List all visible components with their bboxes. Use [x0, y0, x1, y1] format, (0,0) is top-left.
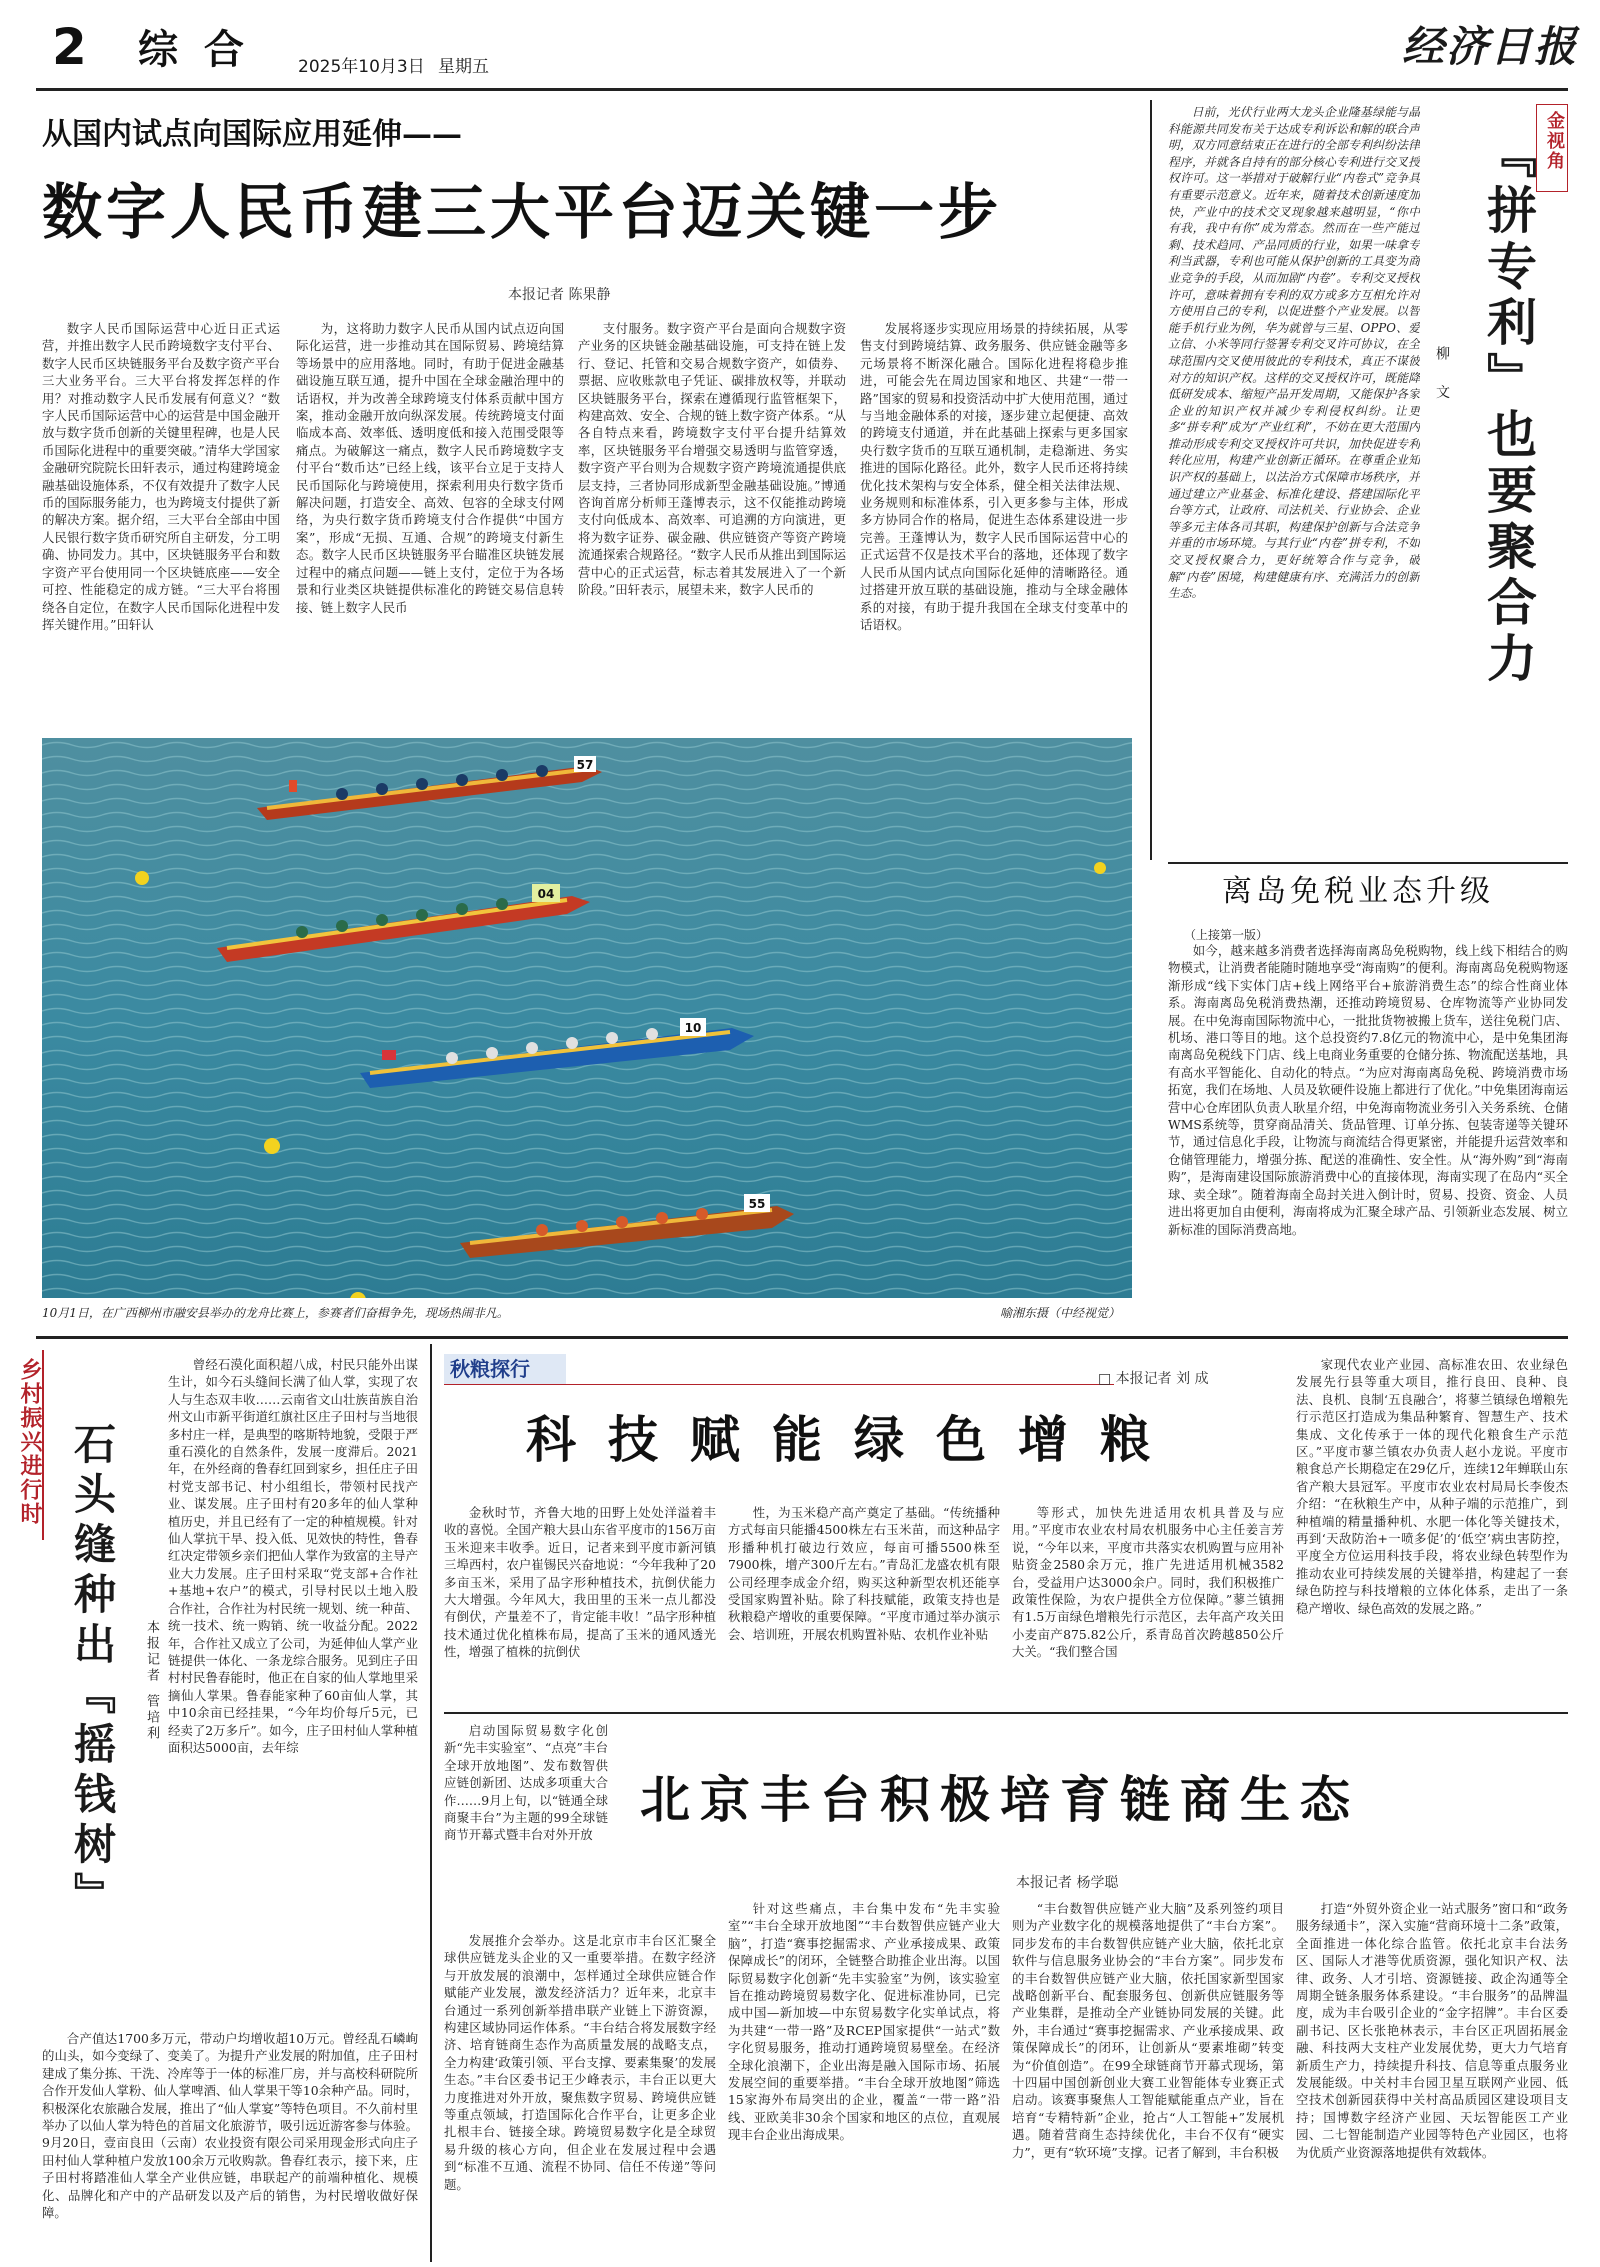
commentary-tag: [1536, 104, 1568, 192]
page-number: 2: [52, 18, 87, 76]
newspaper-logo: 经济日报: [1402, 22, 1579, 71]
fengtai-title: 北京丰台积极培育链商生态: [640, 1771, 1360, 1829]
lead-kicker: 从国内试点向国际应用延伸——: [42, 117, 462, 152]
dutyfree-title: 离岛免税业态升级: [1222, 874, 1494, 909]
commentary-body: 日前，光伏行业两大龙头企业隆基绿能与晶科能源共同发布关于达成专利诉讼和解的联合声明，双方同意结束正在进行的全部专利纠纷法律程序，并就各自持有的部分核心专利进行交叉授权许可。这一举措对于破解行业“内卷式”竞争具有重要示范意义。近年来，随着技术创新速度加快，产业中的技术交叉现象越来越明显，“你中有我，我中有你”成为常态。然而在一些产能过剩、技术趋同、产品同质的行业，如果一味拿专利当武器，专利也可能从保护创新的工具变为商业竞争的手段，从而加剧“内卷”。专利交叉授权许可，意味着拥有专利的双方或多方互相允许对方使用自己的专利，以促进整个产业发展。以智能手机行业为例，华为就曾与三星、OPPO、爱立信、小米等同行签署专利交叉许可协议，在全球范围内交叉使用彼此的专利技术，真正不谋彼对方的知识产权。这样的交叉授权许可，既能降低研发成本、缩短产品开发周期，又能保护各家企业的知识产权并减少专利侵权纠纷。让更多“拼专利”成为“产业红利”，不妨在更大范围内推动形成专利交叉授权许可共识，加快促进专利转化应用，构建产业创新正循环。在尊重企业知识产权的基础上，以法治方式保障市场秩序，并通过建立产业基金、标准化建设、搭建国际化平台等方式，让政府、司法机关、行业协会、企业等多元主体各司其职，构建保护创新与合法竞争并重的市场环境。与其行业“内卷”拼专利，不如交叉授权聚合力，更好统筹合作与竞争，破解“内卷”困境，构建健康有序、充满活力的创新生态。: [1168, 105, 1420, 601]
grain-column-2: 性，为玉米稳产高产奠定了基础。“传统播种方式每亩只能播4500株左右玉米苗，而这种品字形播种机打破边行效应，每亩可播5500株至7900株，增产300斤左右。”青岛汇龙盛农机有限公司经理李成金介绍，购买这种新型农机还能享受国家购置补贴。除了科技赋能，政策支持也是秋粮稳产增收的重要保障。“平度市通过举办演示会、培训班，开展农机购置补贴、农机作业补贴: [728, 1505, 1000, 1642]
grain-tag-text: 秋粮探行: [450, 1357, 530, 1381]
fengtai-column-4: 打造“外贸外资企业一站式服务”窗口和“政务服务绿通卡”，深入实施“营商环境十二条”政策，全面推进一体化综合监管。依托北京丰台法务区、国际人才港等优质资源，强化知识产权、法律、政务、人才引培、资源链接、政企沟通等全周期全链条服务体系建设。“丰台服务”的品牌温度，成为丰台吸引企业的“金字招牌”。丰台区委副书记、区长张艳林表示，丰台区正巩固拓展金融、科技两大支柱产业发展优势，更大力气培育新质生产力，持续提升科技、信息等重点服务业发展能级。中关村丰台园卫星互联网产业园、低空技术创新园获得中关村高品质园区建设项目支持；国博数字经济产业园、天坛智能医工产业园、二七智能制造产业园等特色产业园区，也将为优质产业资源落地提供有效载体。: [1296, 1901, 1568, 2160]
fengtai-column-1: 发展推介会举办。这是北京市丰台区汇聚全球供应链龙头企业的又一重要举措。在数字经济与开放发展的浪潮中，怎样通过全球供应链合作赋能产业发展，激发经济活力？近年来，北京丰台通过一系列创新举措串联产业链上下游资源，构建区域协同运作体系。“丰台结合将发展数字经济、培育链商生态作为高质量发展的战略支点，全力构建‘政策引领、平台支撑、要素集聚’的发展生态。”丰台区委书记王少峰表示，丰台正以更大力度推进对外开放，聚焦数字贸易、跨境供应链等重点领域，打造国际化合作平台，让更多企业扎根丰台、链接全球。跨境贸易数字化是全球贸易升级的核心方向，但企业在发展过程中会遇到“标准不互通、流程不协同、信任不传递”等问题。: [444, 1933, 716, 2192]
masthead-rule: [36, 88, 1568, 91]
issue-weekday: 星期五: [438, 57, 489, 77]
rural-body-narrow: 曾经石漠化面积超八成，村民只能外出谋生计，如今石头缝间长满了仙人掌，实现了农人与生态双丰收……云南省文山壮族苗族自治州文山市新平街道红旗社区庄子田村与当地很多村庄一样，是典型的喀斯特地貌，受限于严重石漠化的自然条件，发展一度滞后。2021年，在外经商的鲁春红回到家乡，担任庄子田村党支部书记、村小组组长，带领村民找产业、谋发展。庄子田村有20多年的仙人掌种植历史，并且已经有了一定的种植规模。针对仙人掌抗干旱、投入低、见效快的特性，鲁春红决定带领乡亲们把仙人掌作为致富的主导产业大力发展。庄子田村采取“党支部+合作社+基地+农户”的模式，引导村民以土地入股合作社，合作社为村民统一规划、统一种苗、统一技术、统一购销、统一收益分配。2022年，合作社又成立了公司，为延伸仙人掌产业链提供一体化、一条龙综合服务。见到庄子田村村民鲁春能时，他正在自家的仙人掌地里采摘仙人掌果。鲁春能家种了60亩仙人掌，其中10余亩已经挂果，“今年均价每斤5元，已经卖了2万多斤”。如今，庄子田村仙人掌种植面积达5000亩，去年综: [168, 1357, 418, 1755]
photo-credit: 喻湘东摄（中经视觉）: [1000, 1306, 1121, 1320]
lead-column-1: 数字人民币国际运营中心近日正式运营，并推出数字人民币跨境数字支付平台、数字人民币区块链服务平台及数字资产平台三大业务平台。三大平台将发挥怎样的作用？对推动数字人民币发展有何意义？“数字人民币国际运营中心的运营是中国金融开放与数字货币创新的关键里程碑，也是人民币国际化进程中的重要突破。”清华大学国家金融研究院院长田轩表示，通过构建跨境金融基础设施体系，不仅有效提升了数字人民币的国际服务能力，也为跨境支付提供了新的解决方案。据介绍，三大平台全部由中国人民银行数字货币研究所自主研发，分工明确、协同发力。其中，区块链服务平台和数字资产平台使用同一个区块链底座——安全可控、性能稳定的成方链。“三大平台将围绕各自定位，在数字人民币国际化进程中发挥关键作用。”田轩认: [42, 321, 280, 632]
boat-number-1: 57: [576, 758, 594, 772]
fengtai-byline: 本报记者 杨学聪: [1016, 1875, 1119, 1891]
dragon-boat-image: [42, 738, 1132, 1298]
commentary-author: 柳 文: [1434, 346, 1450, 409]
commentary-divider: [1150, 100, 1152, 860]
lead-column-3: 支付服务。数字资产平台是面向合规数字资产业务的区块链金融基础设施，可支持在链上发行、登记、托管和交易合规数字资产，如债券、票据、应收账款电子凭证、碳排放权等，并联动区块链服务平台，探索在遵循现行监管框架下，构建高效、安全、合规的链上数字资产体系。“从各自特点来看，跨境数字支付平台提升结算效率，区块链服务平台增强交易透明与监管穿透，数字资产平台则为合规数字资产跨境流通提供底层支持，三者协同形成新型金融基础设施。”博通咨询首席分析师王蓬博表示，这不仅能推动跨境支付向低成本、高效率、可追溯的方向演进，更将为数字证券、碳金融、供应链资产等资产跨境流通探索合规路径。“数字人民币从推出到国际运营中心的正式运营，标志着其发展进入了一个新阶段。”田轩表示，展望未来，数字人民币的: [578, 321, 846, 598]
fengtai-lead-column: 启动国际贸易数字化创新“先丰实验室”、“点亮”丰台全球开放地图”、发布数智供应链创新团、达成多项重大合作……9月上旬，以“链通全球 商聚丰台”为主题的99全球链商节开幕式暨丰台对外开放: [444, 1723, 608, 1843]
grain-tag: [444, 1354, 566, 1384]
lead-headline: 数字人民币建三大平台迈关键一步: [42, 178, 1002, 248]
commentary-title: 『拼专利』也要聚合力: [1479, 128, 1537, 688]
dutyfree-body: 如今，越来越多消费者选择海南离岛免税购物，线上线下相结合的购物模式，让消费者能随时随地享受“海南购”的便利。海南离岛免税购物逐渐形成“线下实体门店+线上网络平台+旅游消费生态”的综合性商业体系。海南离岛免税消费热潮，还推动跨境贸易、仓库物流等产业协同发展。在中免海南国际物流中心，一批批货物被搬上货车，送往免税门店、机场、港口等目的地。这个总投资约7.8亿元的物流中心，是中免集团海南离岛免税线下门店、线上电商业务重要的仓储分拣、物流配送基地，具有高水平智能化、自动化的特点。“为应对海南离岛免税、跨境消费市场拓宽，我们在场地、人员及软硬件设施上都进行了优化。”中免集团海南运营中心仓库团队负责人耿星介绍，中免海南物流业务引入关务系统、仓储WMS系统等，贯穿商品清关、货品管理、订单分拣、包装寄递等关键环节，通过信息化手段，让物流与商流结合得更紧密，并能提升运营效率和仓储管理能力，增强分拣、配送的准确性、安全性。从“海外购”到“海南购”，是海南建设国际旅游消费中心的直接体现，海南实现了在岛内“买全球、卖全球”。随着海南全岛封关进入倒计时，贸易、投资、资金、人员进出将更加自由便利，海南将成为汇聚全球产品、引领新业态发展、树立新标准的国际消费高地。: [1168, 943, 1568, 1237]
lower-section-rule: [36, 1336, 1568, 1339]
grain-column-3: 等形式，加快先进适用农机具普及与应用。”平度市农业农村局农机服务中心主任姜言芳说，“今年以来，平度市共落实农机购置与应用补贴资金2580余万元，推广先进适用机械3582台，受益用户达3000余户。同时，我们积极推广政策性保险，为农户提供全方位保障。”蓼兰镇拥有1.5万亩绿色增粮先行示范区，去年高产攻关田小麦亩产875.82公斤，系青岛首次跨越850公斤大关。“我们整合国: [1012, 1505, 1284, 1660]
issue-date: 2025年10月3日: [298, 57, 425, 77]
dutyfree-top-rule: [1168, 862, 1568, 864]
commentary-tag-text: 金视角: [1544, 111, 1565, 171]
grain-column-4: 家现代农业产业园、高标准农田、农业绿色发展先行县等重大项目，推行良田、良种、良法、良机、良制‘五良融合’，将蓼兰镇绿色增粮先行示范区打造成为集品种繁育、智慧生产、技术集成、文化传承于一体的现代化粮食生产示范区。”平度市蓼兰镇农办负责人赵小龙说。平度市粮食总产长期稳定在29亿斤，连续12年蝉联山东省产粮大县冠军。平度市农业农村局局长李俊杰介绍：“在秋粮生产中，从种子端的示范推广，到种植端的精量播种机、水肥一体化等关键技术，再到‘天敌防治+一喷多促’的‘低空’病虫害防控，平度全方位运用科技手段，将农业绿色转型作为推动农业可持续发展的关键举措，构建起了一套绿色防控与科技增粮的立体化体系，走出了一条稳产增收、绿色高效的发展之路。”: [1296, 1357, 1568, 1616]
masthead: [0, 0, 1600, 92]
grain-tag-rule: [444, 1384, 1114, 1385]
photo-caption: 10月1日，在广西柳州市融安县举办的龙舟比赛上，参赛者们奋楫争先，现场热闹非凡。: [42, 1306, 509, 1320]
rural-title: 石头缝种出『摇钱树』: [68, 1422, 117, 1922]
rural-byline-name: 管培利: [144, 1694, 159, 1742]
fengtai-top-rule: [444, 1712, 1568, 1714]
grain-title: 科技赋能绿色增粮: [526, 1411, 1182, 1469]
lead-column-4: 发展将逐步实现应用场景的持续拓展，从零售支付到跨境结算、政务服务、供应链金融等多元场景将不断深化融合。国际化进程将稳步推进，可能会先在周边国家和地区、共建“一带一路”国家的贸易和投资活动中扩大使用范围，通过与当地金融体系的对接，逐步建立起便捷、高效的跨境支付通道，并在此基础上探索与更多国家央行数字货币的互联互通机制，走稳渐进、务实推进的国际化路径。此外，数字人民币还将持续优化技术架构与安全体系，健全相关法律法规、业务规则和标准体系，引入更多参与主体，形成多方协同合作的格局，促进生态体系建设进一步完善。王蓬博认为，数字人民币国际运营中心的正式运营不仅是技术平台的落地，还体现了数字人民币从国内试点向国际化延伸的清晰路径。通过搭建开放互联的基础设施，推动与全球金融体系的对接，有助于提升我国在全球支付变革中的话语权。: [860, 321, 1128, 632]
dragon-boat-photo: [42, 738, 1132, 1298]
rural-divider: [430, 1344, 432, 2262]
rural-byline-label: 本报记者: [144, 1620, 159, 1684]
boat-number-3: 10: [684, 1021, 702, 1035]
rural-tag-line: [42, 1350, 44, 1540]
dutyfree-continued: （上接第一版）: [1184, 928, 1269, 942]
grain-byline: □ 本报记者 刘 成: [1098, 1371, 1209, 1387]
rural-tag: 乡村振兴进行时: [17, 1358, 42, 1526]
lead-column-2: 为，这将助力数字人民币从国内试点迈向国际化运营，进一步推动其在国际贸易、跨境结算等场景中的应用落地。同时，有助于促进金融基础设施互联互通，提升中国在全球金融治理中的话语权，并为改善全球跨境支付体系贡献中国方案，推动金融开放向纵深发展。传统跨境支付面临成本高、效率低、透明度低和接入范围受限等痛点。为破解这一痛点，数字人民币跨境数字支付平台“数币达”已经上线，该平台立足于支持人民币国际化与跨境使用，探索利用央行数字货币解决问题，打造安全、高效、包容的全球支付网络，为央行数字货币跨境支付合作提供“中国方案”，形成“无损、互通、合规”的跨境支付新生态。数字人民币区块链服务平台瞄准区块链发展过程中的痛点问题——链上支付，定位于为各场景和行业类区块链提供标准化的跨链交易信息转接、链上数字人民币: [296, 321, 564, 615]
boat-number-2: 04: [537, 887, 555, 901]
rural-body-wide: 合产值达1700多万元，带动户均增收超10万元。曾经乱石嶙峋的山头，如今变绿了、变美了。为提升产业发展的附加值，庄子田村建成了集分拣、干洗、冷库等于一体的标准厂房，并与高校科研院所合作开发仙人掌粉、仙人掌啤酒、仙人掌果干等10余种产品。同时，积极深化农旅融合发展，推出了“仙人掌宴”等特色项目。不久前村里举办了以仙人掌为特色的首届文化旅游节，吸引远近游客参与体验。9月20日，壹亩良田（云南）农业投资有限公司采用现金形式向庄子田村仙人掌种植户发放100余万元收购款。鲁春红表示，接下来，庄子田村将踏准仙人掌全产业供应链，串联起产的前端种植化、规模化、品牌化和产中的产品研发以及产后的销售，为村民增收做好保障。: [42, 2031, 418, 2221]
grain-column-1: 金秋时节，齐鲁大地的田野上处处洋溢着丰收的喜悦。全国产粮大县山东省平度市的156万亩玉米迎来丰收季。近日，记者来到平度市新河镇三埠西村，农户崔锡民兴奋地说：“今年我种了20多亩玉米，采用了品字形种植技术，抗倒伏能力大大增强。今年风大，我田里的玉米一点儿都没有倒伏，产量差不了，肯定能丰收！”品字形种植技术通过优化植株布局，提高了玉米的通风透光性，增强了植株的抗倒伏: [444, 1505, 716, 1660]
boat-number-4: 55: [748, 1197, 766, 1211]
lead-byline: 本报记者 陈果静: [508, 287, 611, 303]
section-name: 综 合: [138, 27, 250, 73]
fengtai-column-2: 针对这些痛点，丰台集中发布“先丰实验室”“丰台全球开放地图”“丰台数智供应链产业大脑”，打造“赛事挖掘需求、产业承接成果、政策保障成长”的闭环，全链整合助推企业出海。以国际贸易数字化创新“先丰实验室”为例，该实验室旨在推动跨境贸易数字化、促进标准协同，已完成中国—新加坡—中东贸易数字化实单试点，将为共建“一带一路”及RCEP国家提供“一站式”数字化贸易服务，推动打通跨境贸易壁垒。在经济全球化浪潮下，企业出海是融入国际市场、拓展发展空间的重要举措。“丰台全球开放地图”筛选15家海外布局突出的企业，覆盖“一带一路”沿线、亚欧美非30余个国家和地区的点位，直观展现丰台企业出海成果。: [728, 1901, 1000, 2143]
fengtai-column-3: “丰台数智供应链产业大脑”及系列签约项目则为产业数字化的规模落地提供了“丰台方案”。同步发布的丰台数智供应链产业大脑，依托北京软件与信息服务业协会的“丰台方案”。同步发布的丰台数智供应链产业大脑，依托国家新型国家战略创新平台、配套服务包、创新供应链服务等产业集群，是推动全产业链协同发展的关键。此外，丰台通过“赛事挖掘需求、产业承接成果、政策保障成长”的闭环，让创新从“要素堆砌”转变为“价值创造”。在99全球链商节开幕式现场，第十四届中国创新创业大赛工业智能体专业赛正式启动。该赛事聚焦人工智能赋能重点产业，旨在培育“专精特新”企业，抢占“人工智能+”发展机遇。随着营商生态持续优化，丰台不仅有“硬实力”，更有“软环境”支撑。记者了解到，丰台积极: [1012, 1901, 1284, 2160]
